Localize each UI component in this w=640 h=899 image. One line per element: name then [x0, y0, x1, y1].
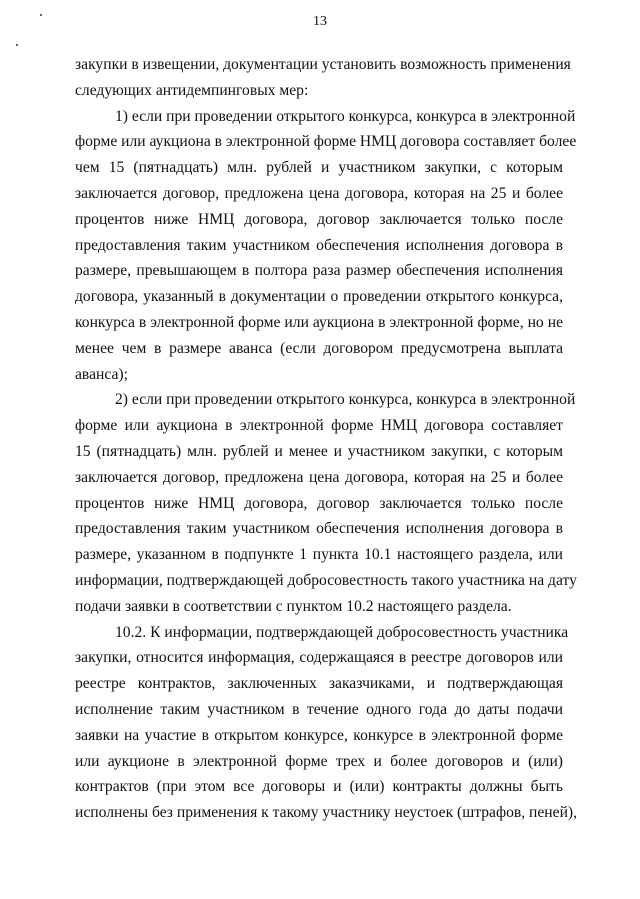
text-line: 2) если при проведении открытого конкурса, конкурса в электронной — [115, 391, 576, 409]
text-line: заявки на участие в открытом конкурсе, конкурсе в электронной форме — [75, 726, 563, 744]
text-line: 1) если при проведении открытого конкурса, конкурса в электронной — [115, 107, 576, 125]
text-line: исполнение таким участником в течение одного года до даты подачи — [75, 700, 563, 718]
scan-speck — [16, 44, 18, 46]
paragraph — [75, 387, 577, 619]
text-line: форме или аукциона в электронной форме НМЦ договора составляет — [75, 417, 563, 435]
page-number: 13 — [313, 14, 327, 29]
paragraph — [75, 104, 577, 388]
text-line: процентов ниже НМЦ договора, договор заключается только после — [75, 494, 563, 512]
text-line: закупки, относится информация, содержащаяся в реестре договоров или — [75, 649, 563, 667]
text-line: чем 15 (пятнадцать) млн. рублей и участником закупки, с которым — [75, 159, 563, 177]
text-line: или аукционе в электронной форме трех и более договоров и (или) — [75, 752, 563, 770]
text-line: заключается договор, предложена цена договора, которая на 25 и более — [75, 468, 563, 486]
text-line: 15 (пятнадцать) млн. рублей и менее и участником закупки, с которым — [75, 442, 563, 460]
text-line: 10.2. К информации, подтверждающей добросовестность участника — [115, 623, 569, 641]
text-line: подачи заявки в соответствии с пунктом 10.2 настоящего раздела. — [75, 597, 512, 615]
text-line: предоставления таким участником обеспечения исполнения договора в — [75, 236, 563, 254]
text-line: размере, превышающем в полтора раза размер обеспечения исполнения — [75, 262, 563, 280]
text-line: аванса); — [75, 365, 128, 383]
text-line: предоставления таким участником обеспечения исполнения договора в — [75, 520, 563, 538]
text-line: следующих антидемпинговых мер: — [75, 81, 309, 99]
text-line: закупки в извещении, документации установить возможность применения — [75, 56, 571, 73]
text-line: заключается договор, предложена цена договора, которая на 25 и более — [75, 184, 563, 202]
text-line: договора, указанный в документации о проведении открытого конкурса, — [75, 288, 563, 306]
document-body — [75, 52, 577, 826]
text-line: размере, указанном в подпункте 1 пункта 10.1 настоящего раздела, или — [75, 546, 563, 564]
text-line: форме или аукциона в электронной форме НМЦ договора составляет более — [75, 133, 577, 151]
text-line: контрактов (при этом все договоры и (или) контракты должны быть — [75, 778, 563, 796]
text-line: менее чем в размере аванса (если договором предусмотрена выплата — [75, 339, 563, 357]
paragraph — [75, 620, 577, 826]
paragraph — [75, 52, 571, 104]
text-line: реестре контрактов, заключенных заказчиками, и подтверждающая — [75, 675, 563, 693]
text-line: конкурса в электронной форме или аукциона в электронной форме, но не — [75, 313, 563, 331]
text-line: информации, подтверждающей добросовестность такого участника на дату — [75, 571, 577, 589]
text-line: процентов ниже НМЦ договора, договор заключается только после — [75, 210, 563, 228]
text-line: исполнены без применения к такому участнику неустоек (штрафов, пеней), — [75, 804, 577, 822]
